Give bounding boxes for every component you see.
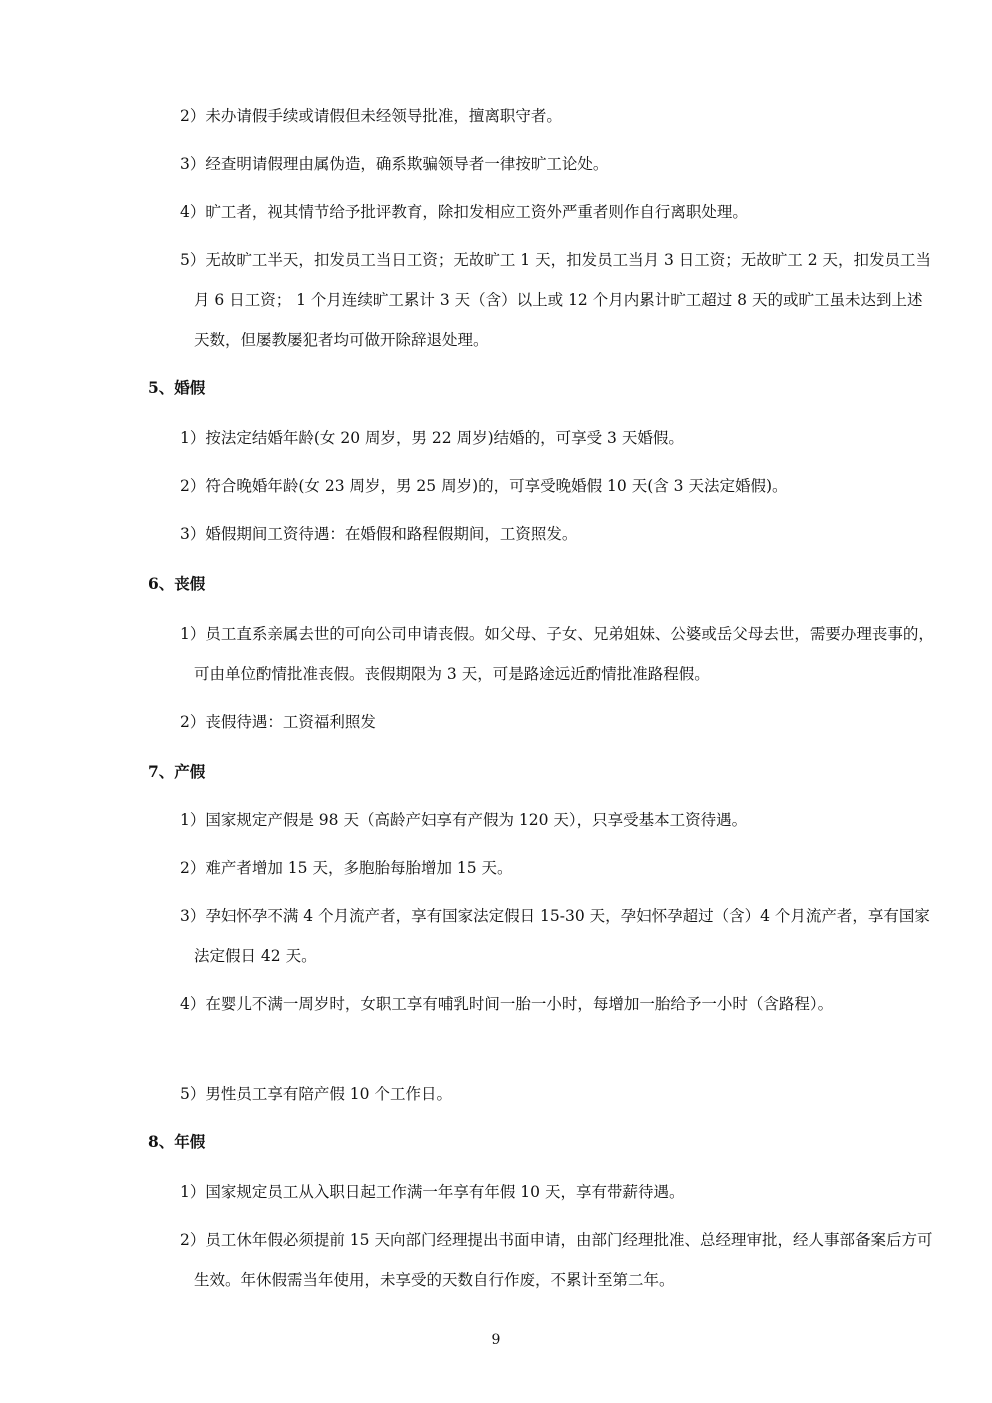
maternity-item-3: 3）孕妇怀孕不满 4 个月流产者，享有国家法定假日 15-30 天，孕妇怀孕超过（含）4 个月流产者，享有国家法定假日 42 天。 — [180, 907, 930, 965]
heading-maternity-leave: 7、产假 — [148, 762, 206, 781]
annual-item-2: 2）员工休年假必须提前 15 天向部门经理提出书面申请，由部门经理批准、总经理审批，经人事部备案后方可生效。年休假需当年使用，未享受的天数自行作废，不累计至第二年。 — [180, 1231, 933, 1289]
marriage-item-2: 2）符合晚婚年龄(女 23 周岁，男 25 周岁)的，可享受晚婚假 10 天(含 3 天法定婚假)。 — [180, 477, 788, 495]
heading-annual-leave: 8、年假 — [148, 1132, 206, 1151]
maternity-item-2: 2）难产者增加 15 天，多胞胎每胎增加 15 天。 — [180, 859, 513, 877]
maternity-item-1: 1）国家规定产假是 98 天（高龄产妇享有产假为 120 天），只享受基本工资待遇。 — [180, 811, 748, 829]
funeral-item-2: 2）丧假待遇：工资福利照发 — [180, 713, 376, 731]
absence-item-5: 5）无故旷工半天，扣发员工当日工资；无故旷工 1 天，扣发员工当月 3 日工资；无故旷工 2 天，扣发员工当月 6 日工资； 1 个月连续旷工累计 3 天（含）以上或 12 个月内累计旷工超过 8 天的或旷工虽未达到上述天数，但屡教屡犯者均可做开除辞退处理。 — [180, 251, 932, 349]
page-number: 9 — [491, 1332, 501, 1348]
maternity-item-5: 5）男性员工享有陪产假 10 个工作日。 — [180, 1085, 452, 1103]
marriage-item-3: 3）婚假期间工资待遇：在婚假和路程假期间，工资照发。 — [180, 525, 578, 543]
annual-item-1: 1）国家规定员工从入职日起工作满一年享有年假 10 天，享有带薪待遇。 — [180, 1183, 685, 1201]
marriage-item-1: 1）按法定结婚年龄(女 20 周岁，男 22 周岁)结婚的，可享受 3 天婚假。 — [180, 429, 684, 447]
funeral-item-1: 1）员工直系亲属去世的可向公司申请丧假。如父母、子女、兄弟姐妹、公婆或岳父母去世，需要办理丧事的，可由单位酌情批准丧假。丧假期限为 3 天，可是路途远近酌情批准路程假。 — [180, 625, 934, 683]
absence-item-2: 2）未办请假手续或请假但未经领导批准，擅离职守者。 — [180, 107, 562, 125]
heading-marriage-leave: 5、婚假 — [148, 378, 206, 397]
absence-item-3: 3）经查明请假理由属伪造，确系欺骗领导者一律按旷工论处。 — [180, 155, 609, 173]
heading-funeral-leave: 6、丧假 — [148, 574, 206, 593]
absence-item-4: 4）旷工者，视其情节给予批评教育，除扣发相应工资外严重者则作自行离职处理。 — [180, 203, 748, 221]
maternity-item-4: 4）在婴儿不满一周岁时，女职工享有哺乳时间一胎一小时，每增加一胎给予一小时（含路程）。 — [180, 995, 834, 1013]
